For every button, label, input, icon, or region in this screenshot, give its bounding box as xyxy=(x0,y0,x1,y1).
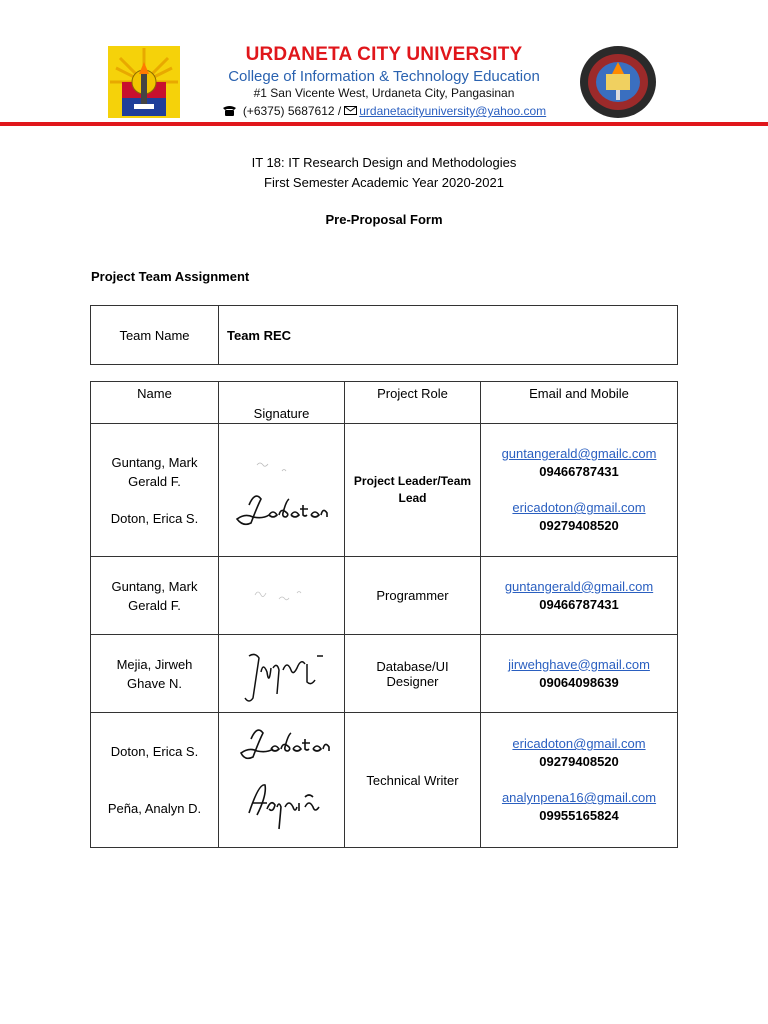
mobile-number: 09955165824 xyxy=(539,808,619,823)
member-name: Gerald F. xyxy=(128,473,181,489)
project-role: Database/UI xyxy=(376,658,449,674)
project-role: Technical Writer xyxy=(366,772,459,788)
email-link[interactable]: guntangerald@gmail.com xyxy=(504,578,654,594)
email-link[interactable]: guntangerald@gmailc.com xyxy=(501,446,657,461)
header-divider xyxy=(0,122,768,126)
email-link[interactable]: analynpena16@gmail.com xyxy=(501,790,657,805)
mobile-number: 09064098639 xyxy=(539,674,619,690)
member-name: Ghave N. xyxy=(127,675,182,691)
signature-image xyxy=(227,435,337,545)
course-title: IT 18: IT Research Design and Methodologies xyxy=(251,155,517,170)
project-role: Designer xyxy=(386,673,439,689)
header-contact: Email and Mobile xyxy=(481,382,678,424)
email-link[interactable]: jirwehghave@gmail.com xyxy=(508,656,650,672)
signature-image xyxy=(227,571,337,621)
contact-cell xyxy=(481,424,678,557)
role-cell xyxy=(345,557,481,635)
header-signature: Signature xyxy=(219,382,345,424)
table-row xyxy=(91,557,678,635)
project-role: Programmer xyxy=(376,588,449,603)
project-role: Project Leader/Team Lead xyxy=(353,474,472,505)
member-name: Mejia, Jirweh xyxy=(116,656,193,672)
signature-cell xyxy=(219,424,345,557)
table-row xyxy=(91,635,678,713)
phone-icon xyxy=(222,105,237,116)
members-table xyxy=(90,381,678,848)
team-name-value: Team REC xyxy=(219,306,678,365)
member-names-cell xyxy=(91,424,219,557)
contact-cell xyxy=(481,713,678,848)
letterhead xyxy=(0,0,768,130)
member-name: Doton, Erica S. xyxy=(110,744,199,759)
mail-icon xyxy=(344,106,357,115)
address: #1 San Vicente West, Urdaneta City, Pangasinan xyxy=(253,86,515,100)
member-names-cell xyxy=(91,635,219,713)
contact-cell xyxy=(481,557,678,635)
university-name: URDANETA CITY UNIVERSITY xyxy=(245,44,523,65)
team-name-table xyxy=(90,305,678,365)
member-name: Peña, Analyn D. xyxy=(107,801,202,816)
role-cell xyxy=(345,635,481,713)
signature-image xyxy=(227,642,337,706)
mobile-number: 09279408520 xyxy=(539,754,619,769)
contact-cell xyxy=(481,635,678,713)
member-name: Gerald F. xyxy=(128,597,181,613)
role-cell xyxy=(345,713,481,848)
college-seal-icon xyxy=(578,44,658,120)
header-role: Project Role xyxy=(345,382,481,424)
member-names-cell xyxy=(91,557,219,635)
team-name-label: Team Name xyxy=(91,306,219,365)
signature-cell xyxy=(219,713,345,848)
email-link[interactable]: ericadoton@gmail.com xyxy=(512,500,646,515)
header-name: Name xyxy=(91,382,219,424)
university-email-link[interactable]: urdanetacityuniversity@yahoo.com xyxy=(359,104,547,118)
member-name: Doton, Erica S. xyxy=(110,510,199,526)
member-names-cell xyxy=(91,713,219,848)
table-row xyxy=(91,424,678,557)
college-name: College of Information & Technology Education xyxy=(228,68,540,85)
mobile-number: 09466787431 xyxy=(539,464,619,479)
semester-title: First Semester Academic Year 2020-2021 xyxy=(264,175,504,190)
role-cell xyxy=(345,424,481,557)
signature-image xyxy=(227,717,337,843)
form-title: Pre-Proposal Form xyxy=(325,212,443,227)
phone-number: (+6375) 5687612 / xyxy=(242,104,342,118)
mobile-number: 09466787431 xyxy=(539,596,619,612)
member-name: Guntang, Mark xyxy=(111,454,198,470)
email-link[interactable]: ericadoton@gmail.com xyxy=(512,736,646,751)
section-title: Project Team Assignment xyxy=(91,269,250,284)
signature-cell xyxy=(219,635,345,713)
mobile-number: 09279408520 xyxy=(539,518,619,533)
members-header-row xyxy=(91,382,678,424)
signature-cell xyxy=(219,557,345,635)
table-row xyxy=(91,713,678,848)
member-name: Guntang, Mark xyxy=(111,578,198,594)
